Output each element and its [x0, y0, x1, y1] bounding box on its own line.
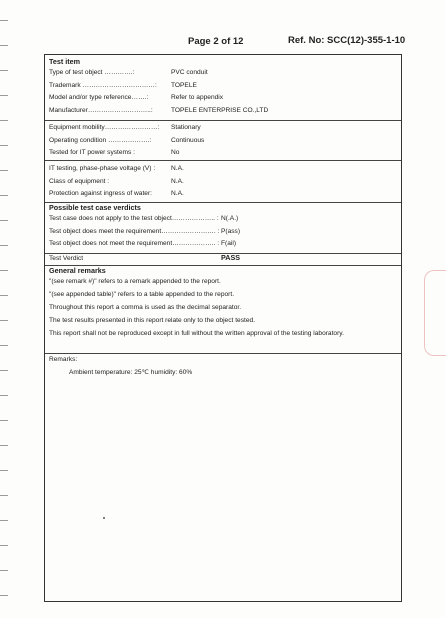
field-value: N.A.	[171, 190, 184, 197]
field-label: Test object does not meet the requirement……………….. :	[49, 240, 220, 247]
test-verdict-label: Test Verdict	[49, 255, 84, 262]
binder-tick	[0, 170, 8, 171]
field-value: F(ail)	[221, 240, 237, 247]
field-value: TOPELE	[171, 81, 197, 89]
seal-stamp-fragment	[424, 270, 446, 356]
report-reference: Ref. No: SCC(12)-355-1-10	[288, 35, 406, 46]
field-value: N.A.	[171, 165, 184, 172]
divider	[45, 353, 401, 354]
field-value: PVC conduit	[171, 69, 208, 76]
field-label: Type of test object ………….:	[49, 69, 135, 76]
field-value: Refer to appendix	[171, 94, 224, 101]
binder-tick	[0, 320, 8, 321]
divider	[45, 120, 401, 121]
verdicts-heading: Possible test case verdicts	[49, 203, 141, 212]
test-verdict-value: PASS	[221, 253, 241, 262]
binder-tick	[0, 370, 8, 371]
binder-tick	[0, 220, 8, 221]
general-remark-line: "(see remark #)" refers to a remark appended to the report.	[49, 278, 221, 285]
binder-hole-margin	[0, 0, 10, 618]
field-label: Operating condition ……………….:	[49, 136, 152, 144]
binder-tick	[0, 195, 8, 196]
binder-tick	[0, 445, 8, 446]
binder-tick	[0, 595, 8, 596]
remarks-label: Remarks:	[49, 356, 78, 363]
binder-tick	[0, 570, 8, 571]
field-value: N.A.	[171, 177, 184, 185]
binder-tick	[0, 20, 8, 21]
field-label: Test object does meet the requirement……………………. :	[49, 227, 220, 235]
binder-tick	[0, 520, 8, 521]
field-label: Trademark ……………………………:	[49, 81, 157, 89]
field-value: No	[171, 149, 180, 156]
general-remark-line: Throughout this report a comma is used as the decimal separator.	[49, 304, 242, 311]
binder-tick	[0, 545, 8, 546]
binder-tick	[0, 470, 8, 471]
field-value: N(.A.)	[221, 215, 239, 222]
binder-tick	[0, 145, 8, 146]
field-value: P(ass)	[221, 227, 241, 235]
binder-tick	[0, 270, 8, 271]
field-label: Protection against ingress of water:	[49, 190, 152, 197]
binder-tick	[0, 345, 8, 346]
field-value: Continuous	[171, 136, 205, 144]
field-label: Test case does not apply to the test object……………….. :	[49, 215, 219, 222]
field-label: Tested for IT power systems :	[49, 149, 135, 156]
field-value: TOPELE ENTERPRISE CO.,LTD	[171, 106, 269, 114]
report-form	[44, 54, 402, 602]
binder-tick	[0, 420, 8, 421]
divider	[45, 160, 401, 161]
binder-tick	[0, 295, 8, 296]
field-label: IT testing, phase-phase voltage (V) :	[49, 165, 156, 172]
test-item-heading: Test item	[49, 57, 81, 66]
scan-speck	[103, 517, 105, 519]
binder-tick	[0, 245, 8, 246]
binder-tick	[0, 45, 8, 46]
general-remark-line: The test results presented in this report relate only to the object tested.	[49, 317, 255, 324]
field-label: Model and/or type reference…….:	[49, 94, 149, 101]
general-remark-line: "(see appended table)" refers to a table appended to the report.	[49, 291, 235, 298]
page-number: Page 2 of 12	[188, 36, 244, 47]
field-label: Equipment mobility……………………:	[49, 124, 160, 131]
remarks-text: Ambient temperature: 25℃ humidity: 60%	[69, 369, 193, 376]
binder-tick	[0, 395, 8, 396]
binder-tick	[0, 70, 8, 71]
field-value: Stationary	[171, 124, 201, 131]
binder-tick	[0, 95, 8, 96]
field-label: Class of equipment :	[49, 177, 110, 185]
general-remark-line: This report shall not be reproduced except in full without the written approval of the testing laboratory.	[49, 330, 344, 337]
field-label: Manufacturer………………………..:	[49, 106, 153, 114]
binder-tick	[0, 495, 8, 496]
binder-tick	[0, 120, 8, 121]
general-remarks-heading: General remarks	[49, 266, 106, 275]
